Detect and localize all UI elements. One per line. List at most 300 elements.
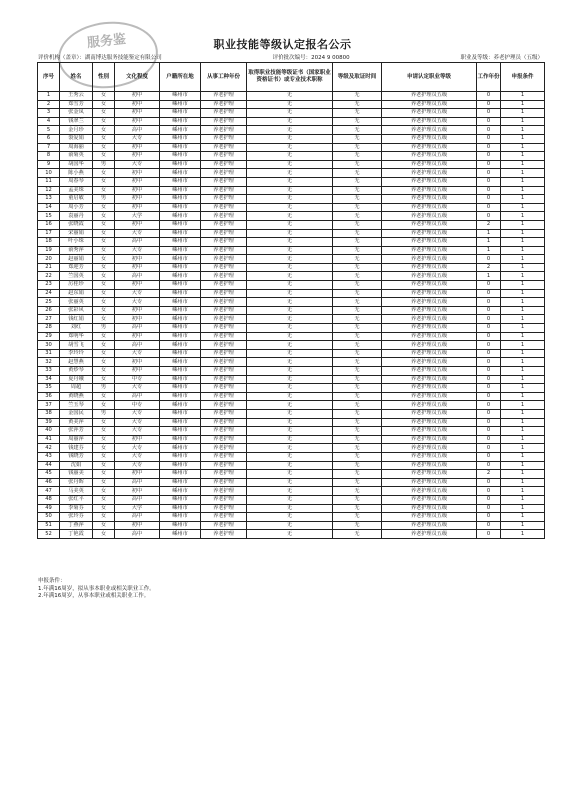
table-cell: 0 (477, 152, 501, 161)
table-cell: 郑迎芳 (60, 263, 93, 272)
table-cell: 20 (38, 255, 60, 264)
table-row (38, 367, 545, 376)
table-cell: 嵊州市 (160, 177, 201, 186)
table-cell: 嵊州市 (160, 427, 201, 436)
table-row (38, 349, 545, 358)
table-cell: 嵊州市 (160, 134, 201, 143)
table-cell: 养老护理员五级 (382, 513, 477, 522)
table-cell: 高中 (115, 126, 160, 135)
table-cell: 无 (247, 160, 333, 169)
header-cell: 姓名 (60, 63, 93, 92)
table-cell: 31 (38, 349, 60, 358)
table-row (38, 418, 545, 427)
table-cell: 无 (333, 315, 382, 324)
table-cell: 无 (333, 418, 382, 427)
table-cell: 养老护理 (201, 298, 247, 307)
table-cell: 嵊州市 (160, 392, 201, 401)
table-cell: 高中 (115, 341, 160, 350)
table-cell: 0 (477, 92, 501, 101)
table-cell: 钱翠兰 (60, 117, 93, 126)
table-cell: 嵊州市 (160, 152, 201, 161)
table-cell: 女 (93, 177, 115, 186)
table-cell: 嵊州市 (160, 255, 201, 264)
table-cell: 养老护理 (201, 418, 247, 427)
table-cell: 无 (333, 169, 382, 178)
table-cell: 无 (333, 186, 382, 195)
table-cell: 养老护理员五级 (382, 117, 477, 126)
table-cell: 养老护理员五级 (382, 444, 477, 453)
table-cell: 无 (333, 375, 382, 384)
table-cell: 0 (477, 401, 501, 410)
table-cell: 张晓霞 (60, 220, 93, 229)
table-cell: 养老护理员五级 (382, 392, 477, 401)
table-cell: 嵊州市 (160, 324, 201, 333)
table-cell: 4 (38, 117, 60, 126)
table-cell: 1 (501, 160, 545, 169)
table-cell: 1 (501, 92, 545, 101)
table-cell: 43 (38, 452, 60, 461)
table-cell: 大学 (115, 212, 160, 221)
table-cell: 1 (477, 246, 501, 255)
table-cell: 14 (38, 203, 60, 212)
table-cell: 嵊州市 (160, 246, 201, 255)
table-cell: 女 (93, 435, 115, 444)
table-cell: 13 (38, 195, 60, 204)
table-cell: 养老护理员五级 (382, 263, 477, 272)
table-cell: 26 (38, 306, 60, 315)
table-cell: 女 (93, 126, 115, 135)
table-cell: 嵊州市 (160, 487, 201, 496)
table-cell: 无 (247, 315, 333, 324)
header-cell: 从事工种年份 (201, 63, 247, 92)
table-cell: 男 (93, 160, 115, 169)
table-cell: 嵊州市 (160, 530, 201, 539)
table-cell: 李玲玲 (60, 349, 93, 358)
table-cell: 无 (333, 195, 382, 204)
table-cell: 无 (247, 349, 333, 358)
table-cell: 1 (501, 126, 545, 135)
table-row (38, 220, 545, 229)
table-cell: 郑明华 (60, 332, 93, 341)
table-cell: 嵊州市 (160, 349, 201, 358)
table-cell: 无 (247, 444, 333, 453)
table-cell: 女 (93, 220, 115, 229)
table-cell: 无 (247, 255, 333, 264)
table-cell: 养老护理 (201, 530, 247, 539)
table-cell: 养老护理 (201, 143, 247, 152)
table-cell: 1 (501, 332, 545, 341)
table-cell: 初中 (115, 470, 160, 479)
table-cell: 无 (247, 195, 333, 204)
table-cell: 无 (247, 375, 333, 384)
table-cell: 张玲芬 (60, 513, 93, 522)
table-cell: 无 (333, 220, 382, 229)
table-cell: 养老护理员五级 (382, 100, 477, 109)
table-cell: 黄美萍 (60, 418, 93, 427)
table-cell: 养老护理员五级 (382, 358, 477, 367)
table-cell: 1 (501, 306, 545, 315)
table-cell: 大专 (115, 461, 160, 470)
table-cell: 1 (501, 109, 545, 118)
table-cell: 嵊州市 (160, 375, 201, 384)
table-cell: 1 (501, 478, 545, 487)
table-row (38, 109, 545, 118)
table-row (38, 332, 545, 341)
table-cell: 无 (247, 521, 333, 530)
table-cell: 0 (477, 324, 501, 333)
table-cell: 女 (93, 521, 115, 530)
notes-item: 1.年满16周岁，拟从事本职业或相关职业工作。 (38, 585, 155, 592)
table-cell: 0 (477, 160, 501, 169)
table-row (38, 238, 545, 247)
table-cell: 21 (38, 263, 60, 272)
table-cell: 嵊州市 (160, 521, 201, 530)
table-cell: 嵊州市 (160, 203, 201, 212)
table-body (38, 92, 545, 539)
table-cell: 22 (38, 272, 60, 281)
table-cell: 钱建芬 (60, 444, 93, 453)
table-row (38, 341, 545, 350)
table-cell: 养老护理员五级 (382, 504, 477, 513)
table-cell: 周海丽 (60, 143, 93, 152)
header-cell: 序号 (38, 63, 60, 92)
table-cell: 李菊芬 (60, 504, 93, 513)
table-cell: 36 (38, 392, 60, 401)
header-cell: 申报条件 (501, 63, 545, 92)
header-cell: 申请认定职业等级 (382, 63, 477, 92)
table-cell: 女 (93, 212, 115, 221)
table-cell: 19 (38, 246, 60, 255)
table-cell: 初中 (115, 143, 160, 152)
table-cell: 无 (247, 384, 333, 393)
notes-heading: 申报条件： (38, 578, 66, 584)
table-cell: 0 (477, 315, 501, 324)
table-cell: 养老护理员五级 (382, 177, 477, 186)
table-cell: 初中 (115, 367, 160, 376)
table-cell: 嵊州市 (160, 384, 201, 393)
table-cell: 初中 (115, 117, 160, 126)
table-cell: 养老护理员五级 (382, 435, 477, 444)
table-cell: 无 (333, 409, 382, 418)
table-cell: 无 (333, 324, 382, 333)
table-cell: 女 (93, 452, 115, 461)
table-row (38, 195, 545, 204)
table-cell: 女 (93, 513, 115, 522)
table-cell: 无 (247, 332, 333, 341)
table-cell: 养老护理 (201, 315, 247, 324)
table-cell: 女 (93, 470, 115, 479)
table-cell: 0 (477, 435, 501, 444)
table-cell: 无 (333, 452, 382, 461)
table-cell: 无 (247, 126, 333, 135)
table-cell: 45 (38, 470, 60, 479)
table-cell: 无 (247, 100, 333, 109)
table-cell: 无 (247, 409, 333, 418)
table-cell: 养老护理员五级 (382, 281, 477, 290)
table-cell: 养老护理 (201, 212, 247, 221)
table-cell: 初中 (115, 315, 160, 324)
table-row (38, 126, 545, 135)
table-cell: 1 (501, 418, 545, 427)
table-cell: 无 (247, 392, 333, 401)
table-cell: 无 (333, 298, 382, 307)
table-cell: 0 (477, 427, 501, 436)
table-cell: 女 (93, 530, 115, 539)
table-cell: 1 (501, 298, 545, 307)
table-cell: 嵊州市 (160, 367, 201, 376)
table-cell: 女 (93, 487, 115, 496)
table-cell: 大专 (115, 444, 160, 453)
table-cell: 0 (477, 384, 501, 393)
table-cell: 0 (477, 392, 501, 401)
table-cell: 女 (93, 186, 115, 195)
table-cell: 0 (477, 452, 501, 461)
table-cell: 嵊州市 (160, 100, 201, 109)
table-cell: 无 (247, 478, 333, 487)
table-cell: 无 (247, 177, 333, 186)
table-cell: 2 (477, 263, 501, 272)
table-cell: 女 (93, 255, 115, 264)
table-cell: 无 (333, 134, 382, 143)
table-cell: 1 (501, 401, 545, 410)
table-cell: 嵊州市 (160, 212, 201, 221)
registration-table (37, 62, 545, 539)
table-row (38, 435, 545, 444)
table-cell: 养老护理员五级 (382, 306, 477, 315)
table-row (38, 513, 545, 522)
table-row (38, 444, 545, 453)
table-cell: 1 (501, 238, 545, 247)
table-cell: 女 (93, 315, 115, 324)
table-cell: 49 (38, 504, 60, 513)
table-row (38, 212, 545, 221)
table-cell: 嵊州市 (160, 358, 201, 367)
table-cell: 高中 (115, 324, 160, 333)
table-row (38, 315, 545, 324)
table-cell: 周丽萍 (60, 435, 93, 444)
table-cell: 养老护理 (201, 186, 247, 195)
table-cell: 25 (38, 298, 60, 307)
table-cell: 嵊州市 (160, 409, 201, 418)
table-cell: 养老护理员五级 (382, 169, 477, 178)
table-row (38, 495, 545, 504)
table-cell: 男 (93, 324, 115, 333)
table-cell: 高中 (115, 392, 160, 401)
table-cell: 大专 (115, 349, 160, 358)
table-cell: 大专 (115, 427, 160, 436)
table-cell: 嵊州市 (160, 272, 201, 281)
table-cell: 养老护理员五级 (382, 332, 477, 341)
table-cell: 无 (247, 169, 333, 178)
table-cell: 养老护理 (201, 160, 247, 169)
table-cell: 1 (501, 255, 545, 264)
table-row (38, 160, 545, 169)
table-cell: 初中 (115, 92, 160, 101)
table-cell: 35 (38, 384, 60, 393)
table-cell: 无 (333, 401, 382, 410)
table-cell: 袁丽丹 (60, 212, 93, 221)
table-cell: 无 (247, 367, 333, 376)
table-cell: 刘红 (60, 324, 93, 333)
table-cell: 1 (501, 349, 545, 358)
table-cell: 养老护理 (201, 134, 247, 143)
table-cell: 周春琴 (60, 177, 93, 186)
table-cell: 陈小燕 (60, 169, 93, 178)
seal-stamp-text: 服务鉴 (86, 32, 127, 52)
table-cell: 养老护理员五级 (382, 384, 477, 393)
table-cell: 1 (501, 521, 545, 530)
table-cell: 0 (477, 212, 501, 221)
table-cell: 养老护理 (201, 238, 247, 247)
table-cell: 1 (501, 427, 545, 436)
table-cell: 女 (93, 134, 115, 143)
table-cell: 张红平 (60, 495, 93, 504)
table-cell: 无 (247, 238, 333, 247)
table-cell: 无 (333, 478, 382, 487)
table-cell: 32 (38, 358, 60, 367)
table-cell: 46 (38, 478, 60, 487)
table-cell: 养老护理 (201, 289, 247, 298)
table-cell: 女 (93, 495, 115, 504)
table-cell: 无 (333, 160, 382, 169)
table-row (38, 117, 545, 126)
table-cell: 1 (501, 513, 545, 522)
table-cell: 无 (247, 513, 333, 522)
table-cell: 1 (477, 229, 501, 238)
table-cell: 47 (38, 487, 60, 496)
table-cell: 大专 (115, 384, 160, 393)
table-cell: 0 (477, 134, 501, 143)
table-cell: 无 (247, 152, 333, 161)
table-cell: 无 (247, 487, 333, 496)
table-cell: 养老护理 (201, 169, 247, 178)
table-cell: 养老护理 (201, 109, 247, 118)
table-cell: 俞菊英 (60, 152, 93, 161)
table-cell: 0 (477, 117, 501, 126)
table-cell: 女 (93, 246, 115, 255)
table-cell: 无 (333, 229, 382, 238)
table-cell: 0 (477, 143, 501, 152)
table-cell: 1 (501, 186, 545, 195)
table-cell: 大专 (115, 229, 160, 238)
table-row (38, 324, 545, 333)
table-cell: 无 (333, 306, 382, 315)
table-cell: 张金凤 (60, 109, 93, 118)
table-cell: 无 (247, 401, 333, 410)
notes (38, 578, 155, 601)
table-cell: 养老护理员五级 (382, 375, 477, 384)
table-cell: 初中 (115, 100, 160, 109)
table-cell: 0 (477, 100, 501, 109)
table-cell: 养老护理员五级 (382, 212, 477, 221)
table-cell: 1 (501, 530, 545, 539)
table-cell: 养老护理 (201, 229, 247, 238)
table-row (38, 392, 545, 401)
table-cell: 0 (477, 409, 501, 418)
table-cell: 金月珍 (60, 126, 93, 135)
table-cell: 嵊州市 (160, 281, 201, 290)
table-row (38, 203, 545, 212)
meta-occupation: 职业及等级：养老护理员（五级） (460, 55, 543, 61)
table-cell: 无 (333, 117, 382, 126)
table-cell: 无 (333, 143, 382, 152)
table-cell: 无 (247, 504, 333, 513)
table-cell: 叶小珠 (60, 238, 93, 247)
header-cell: 工作年份 (477, 63, 501, 92)
table-cell: 1 (38, 92, 60, 101)
table-cell: 养老护理 (201, 126, 247, 135)
table-cell: 无 (247, 186, 333, 195)
table-cell: 大学 (115, 504, 160, 513)
table-cell: 高中 (115, 513, 160, 522)
table-cell: 沈娟 (60, 461, 93, 470)
table-cell: 金国民 (60, 409, 93, 418)
table-cell: 无 (333, 530, 382, 539)
table-cell: 无 (247, 229, 333, 238)
table-cell: 无 (333, 126, 382, 135)
table-cell: 初中 (115, 358, 160, 367)
table-cell: 王秀云 (60, 92, 93, 101)
table-cell: 2 (477, 220, 501, 229)
table-cell: 初中 (115, 152, 160, 161)
table-cell: 夏丹娥 (60, 375, 93, 384)
table-row (38, 92, 545, 101)
table-cell: 养老护理 (201, 401, 247, 410)
table-cell: 0 (477, 504, 501, 513)
table-cell: 无 (333, 246, 382, 255)
table-cell: 无 (333, 384, 382, 393)
table-row (38, 358, 545, 367)
table-cell: 1 (501, 452, 545, 461)
table-cell: 42 (38, 444, 60, 453)
table-cell: 嵊州市 (160, 229, 201, 238)
table-cell: 无 (247, 203, 333, 212)
table-cell: 无 (247, 109, 333, 118)
table-cell: 无 (333, 212, 382, 221)
table-cell: 无 (247, 212, 333, 221)
table-cell: 1 (501, 504, 545, 513)
header-cell: 取得职业技能等级证书（国家职业资格证书）或专业技术职称 (247, 63, 333, 92)
table-cell: 初中 (115, 281, 160, 290)
table-cell: 0 (477, 487, 501, 496)
table-cell: 无 (333, 332, 382, 341)
table-row (38, 409, 545, 418)
table-cell: 厉桂珍 (60, 281, 93, 290)
table-cell: 33 (38, 367, 60, 376)
table-cell: 养老护理 (201, 332, 247, 341)
table-row (38, 152, 545, 161)
table-cell: 0 (477, 332, 501, 341)
table-row (38, 487, 545, 496)
table-cell: 无 (247, 272, 333, 281)
table-cell: 27 (38, 315, 60, 324)
table-cell: 女 (93, 263, 115, 272)
table-cell: 女 (93, 306, 115, 315)
table-cell: 0 (477, 298, 501, 307)
table-cell: 无 (333, 487, 382, 496)
table-cell: 41 (38, 435, 60, 444)
table-cell: 胡雪飞 (60, 341, 93, 350)
table-cell: 2 (38, 100, 60, 109)
table-row (38, 401, 545, 410)
table-cell: 1 (501, 134, 545, 143)
table-cell: 女 (93, 375, 115, 384)
table-cell: 中专 (115, 375, 160, 384)
header-cell: 性别 (93, 63, 115, 92)
table-cell: 周小芳 (60, 203, 93, 212)
table-cell: 高中 (115, 478, 160, 487)
table-cell: 养老护理 (201, 220, 247, 229)
